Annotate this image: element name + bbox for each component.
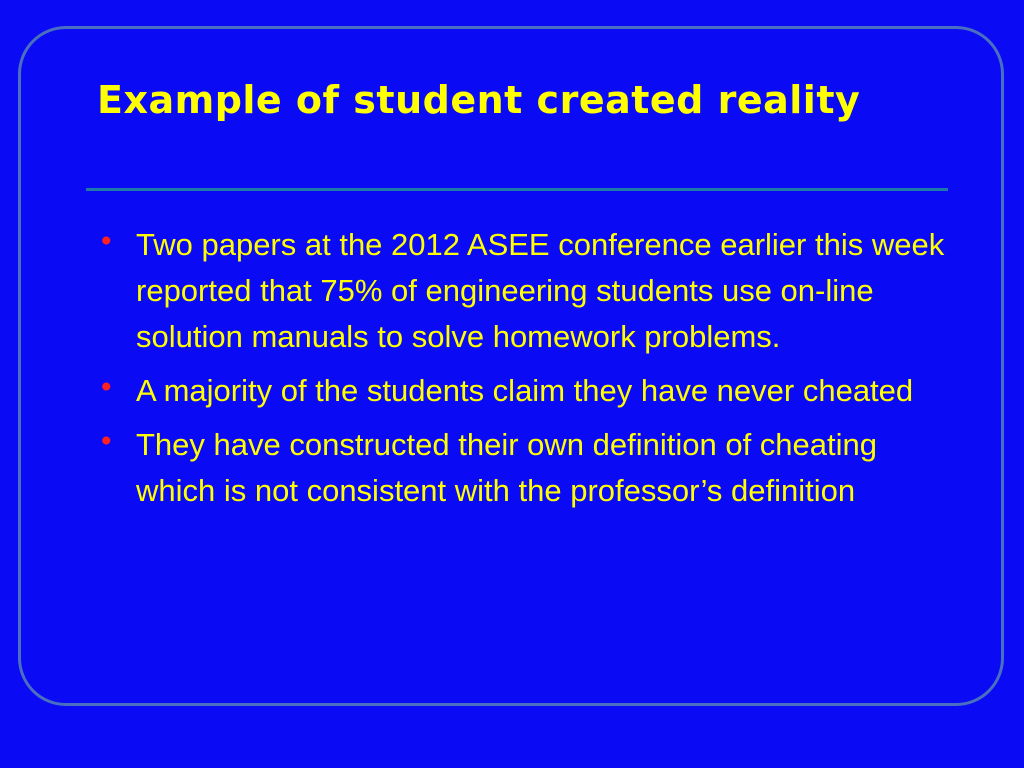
bullet-text: They have constructed their own definition of cheating which is not consistent with the professor’s definition	[136, 427, 878, 508]
bullet-dot-icon: •	[98, 371, 115, 404]
slide-title: Example of student created reality	[97, 78, 861, 122]
bullet-item	[98, 222, 958, 360]
bullet-text: Two papers at the 2012 ASEE conference earlier this week reported that 75% of engineering students use on-line solution manuals to solve homework problems.	[136, 227, 945, 354]
bullet-text: A majority of the students claim they have never cheated	[136, 373, 914, 408]
bullet-dot-icon: •	[98, 425, 115, 458]
bullet-item	[98, 422, 958, 514]
title-divider	[86, 188, 948, 191]
bullet-item	[98, 368, 958, 414]
bullet-dot-icon: •	[98, 225, 115, 258]
bullet-list	[98, 222, 958, 522]
